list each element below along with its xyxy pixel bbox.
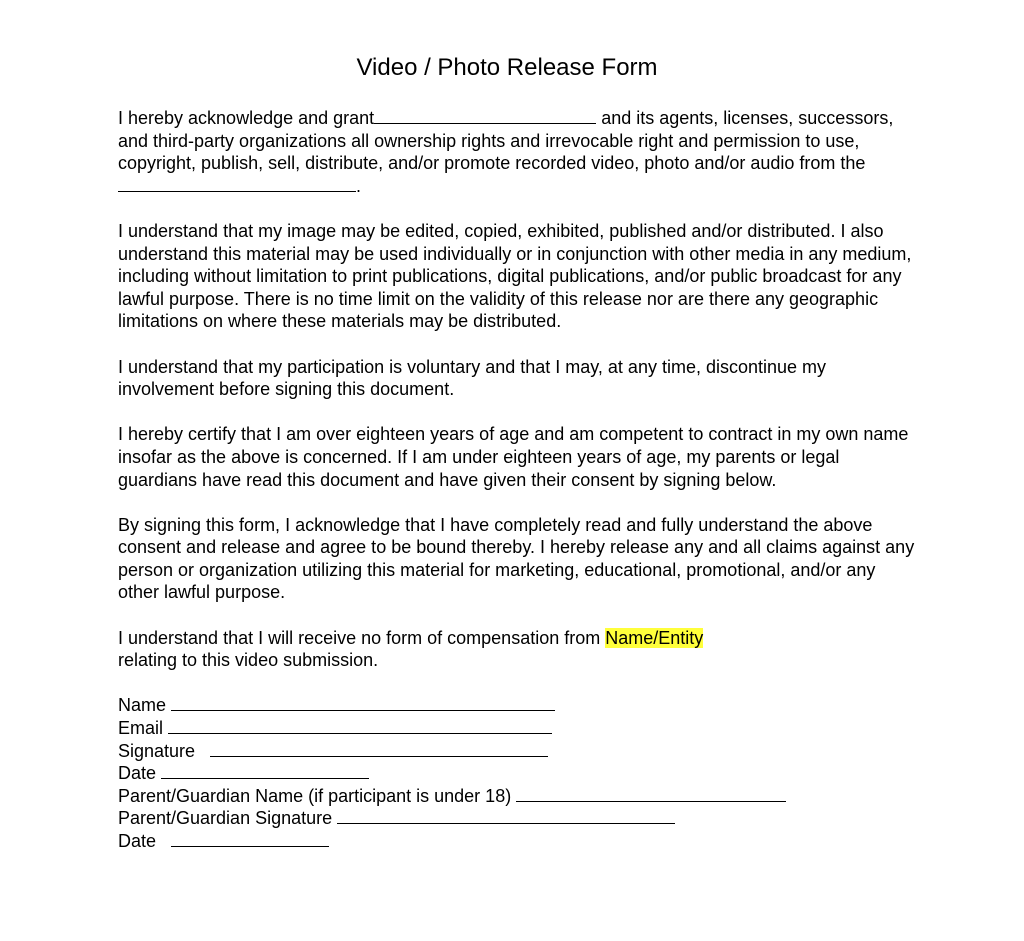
date-row	[118, 762, 918, 785]
email-field[interactable]	[168, 720, 552, 734]
guardian-signature-field[interactable]	[337, 810, 675, 824]
grant-text-2: and its agents, licenses, successors, and third-party organizations all ownership rights and irrevocable right and permission to use, copyright, publish, sell, distribute, and/or promote recorded video, photo and/or audio from the	[118, 108, 894, 174]
paragraph-compensation	[118, 627, 918, 672]
paragraph-age-certification: I hereby certify that I am over eighteen years of age and am competent to contract in my own name insofar as the above is concerned. If I am under eighteen years of age, my parents or legal guardians have read this document and have given their consent by signing below.	[118, 424, 909, 490]
signature-field[interactable]	[210, 743, 548, 757]
guardian-name-label: Parent/Guardian Name (if participant is under 18)	[118, 785, 512, 806]
guardian-date-label: Date	[118, 831, 157, 851]
signature-label: Signature	[118, 740, 196, 761]
guardian-name-field[interactable]	[516, 788, 786, 802]
date-field[interactable]	[161, 765, 369, 779]
guardian-date-row	[118, 830, 918, 853]
form-title: Video / Photo Release Form	[356, 54, 658, 81]
signature-block	[118, 694, 918, 852]
grant-text-3: .	[356, 175, 362, 196]
email-row	[118, 717, 918, 740]
signature-row	[118, 740, 918, 763]
paragraph-grant	[118, 107, 918, 197]
compensation-text: I understand that I will receive no form of compensation from	[118, 627, 606, 648]
event-blank[interactable]	[118, 177, 356, 192]
grant-text-1: I hereby acknowledge and grant	[118, 108, 375, 128]
paragraph-voluntary: I understand that my participation is voluntary and that I may, at any time, discontinue my involvement before signing this document.	[118, 356, 827, 400]
paragraph-image-use: I understand that my image may be edited, copied, exhibited, published and/or distributed. I also understand this material may be used individually or in conjunction with other media in any medium, including without limitation to print publications, digital publications, and/or public broadcast for any lawful purpose. There is no time limit on the validity of this release nor are there any geographic limitations on where these materials may be distributed.	[118, 220, 912, 332]
name-entity-highlight: Name/Entity	[605, 627, 704, 648]
email-label: Email	[118, 718, 164, 739]
grantee-blank[interactable]	[374, 109, 596, 124]
paragraph-release-claims: By signing this form, I acknowledge that I have completely read and fully understand the above consent and release and agree to be bound thereby. I hereby release any and all claims against any person or organization utilizing this material for marketing, educational, promotional, and/or any other lawful purpose.	[118, 514, 915, 603]
compensation-text-line2: relating to this video submission.	[118, 650, 379, 671]
date-label: Date	[118, 763, 157, 784]
guardian-signature-label: Parent/Guardian Signature	[118, 808, 333, 829]
name-row	[118, 694, 918, 717]
guardian-name-row	[118, 785, 918, 808]
guardian-date-field[interactable]	[171, 833, 329, 847]
name-label: Name	[118, 695, 167, 716]
form-body	[118, 107, 918, 853]
name-field[interactable]	[171, 697, 555, 711]
guardian-signature-row	[118, 807, 918, 830]
